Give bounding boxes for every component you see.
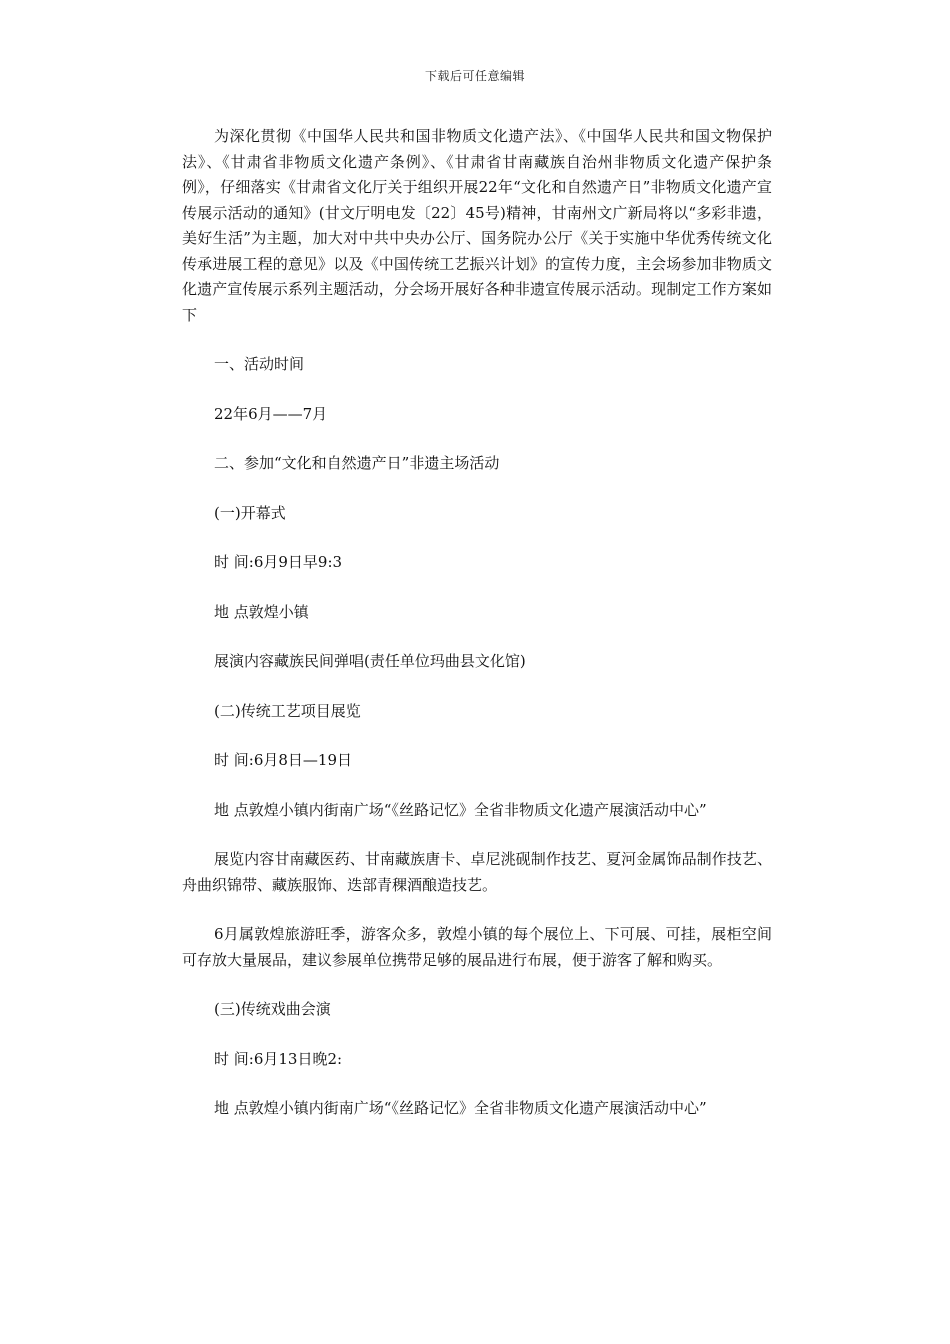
document-body bbox=[182, 124, 772, 1122]
opening-time: 时 间:6月9日早9:3 bbox=[214, 553, 343, 571]
opening-performance: 展演内容藏族民间弹唱(责任单位玛曲县文化馆) bbox=[214, 652, 526, 670]
exhibition-content: 展览内容甘南藏医药、甘南藏族唐卡、卓尼洮砚制作技艺、夏河金属饰品制作技艺、舟曲织锦带、藏族服饰、迭部青稞酒酿造技艺。 bbox=[182, 850, 772, 894]
exhibition-time: 时 间:6月8日—19日 bbox=[214, 751, 352, 769]
activity-time-value: 22年6月——7月 bbox=[214, 404, 328, 423]
section-heading-activity-time: 一、活动时间 bbox=[214, 355, 305, 373]
subheading-opera: (三)传统戏曲会演 bbox=[214, 1000, 331, 1018]
header-note: 下载后可任意编辑 bbox=[424, 69, 525, 83]
opera-location: 地 点敦煌小镇内街南广场“《丝路记忆》全省非物质文化遗产展演活动中心” bbox=[214, 1099, 707, 1117]
subheading-opening: (一)开幕式 bbox=[214, 503, 286, 522]
exhibition-location: 地 点敦煌小镇内街南广场“《丝路记忆》全省非物质文化遗产展演活动中心” bbox=[214, 800, 707, 819]
opera-time: 时 间:6月13日晚2: bbox=[214, 1049, 343, 1068]
subheading-craft-exhibition: (二)传统工艺项目展览 bbox=[214, 701, 361, 720]
intro-paragraph: 为深化贯彻《中国华人民共和国非物质文化遗产法》、《中国华人民共和国文物保护法》、《甘肃省非物质文化遗产条例》、《甘肃省甘南藏族自治州非物质文化遗产保护条例》，仔细落实《甘肃省文化厅关于组织开展22年“文化和自然遗产日”非物质文化遗产宣传展示活动的通知》(甘文厅明电发〔22〕45号)精神，甘南州文广新局将以“多彩非遗，美好生活”为主题，加大对中共中央办公厅、国务院办公厅《关于实施中华优秀传统文化传承进展工程的意见》以及《中国传统工艺振兴计划》的宣传力度，主会场参加非物质文化遗产宣传展示系列主题活动，分会场开展好各种非遗宣传展示活动。现制定工作方案如下 bbox=[182, 127, 772, 324]
opening-location: 地 点敦煌小镇 bbox=[214, 602, 309, 621]
exhibition-note: 6月属敦煌旅游旺季，游客众多，敦煌小镇的每个展位上、下可展、可挂，展柜空间可存放大量展品，建议参展单位携带足够的展品进行布展，便于游客了解和购买。 bbox=[182, 925, 772, 969]
section-heading-main-event: 二、参加“文化和自然遗产日”非遗主场活动 bbox=[214, 454, 500, 472]
